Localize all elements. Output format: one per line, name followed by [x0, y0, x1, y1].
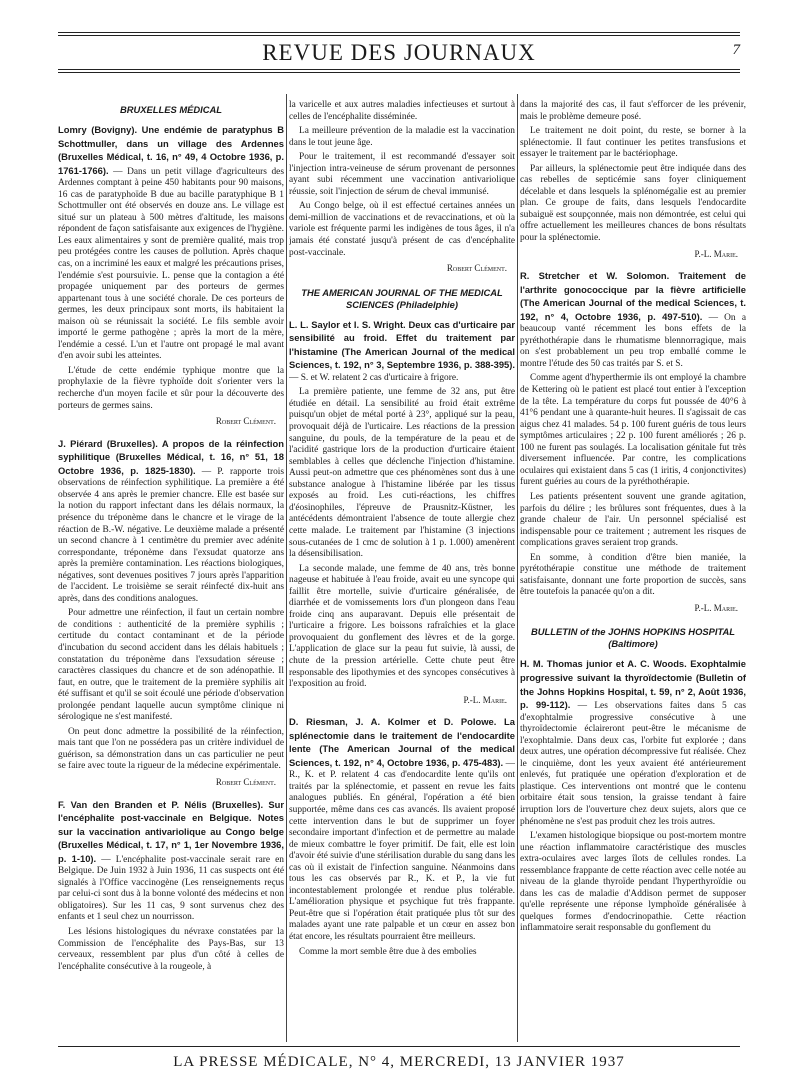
- article-citation: R. Stretcher et W. Solomon. Traitement de l'arthrite gonococcique par la fièvre artificielle (The American Journal of the medical Sciences, t. 192, n° 4, Octobre 1936, p. 497-510).: [520, 270, 746, 322]
- article-citation: H. M. Thomas junior et A. C. Woods. Exophtalmie progressive suivant la thyroïdectomie (Bulletin of the Johns Hopkins Hospital, t. 59, n° 2, Août 1936, p. 99-112).: [520, 658, 746, 711]
- article-citation: L. L. Saylor et I. S. Wright. Deux cas d'urticaire par sensibilité au froid. Effet du traitement par l'histamine (The American Journal of the medical Sciences, t. 192, n° 3, Septembre 1936, p. 388-395).: [289, 318, 515, 371]
- paragraph: Le traitement ne doit point, du reste, se borner à la splénectomie. Il faut continuer les petites transfusions et essayer le traitement par le bactériophage.: [520, 126, 746, 160]
- paragraph: Comme agent d'hyperthermie ils ont employé la chambre de Kettering où le patient est placé tout entier à l'exception de la tête. La température du corps fut poussée de 40°6 à 41°6 pendant une à quarante-huit heures. Il s'agissait de cas aigus chez 41 malades. 54 p. 100 furent guéris de tous leurs symptômes articulaires ; 22 p. 100 furent améliorés ; 26 p. 100 ne furent pas soulagés. La localisation génitale fut très diversement influencée. Par contre, les complications oculaires qui existaient dans 5 cas (1 iritis, 4 conjonctivites) furent guéries au cours de la pyréthothérapie.: [520, 373, 746, 488]
- article-citation: Lomry (Bovigny). Une endémie de paratyphus B Schottmuller, dans un village des Ardennes (Bruxelles Médical, t. 16, n° 49, 4 Octobre 1936, p. 1761-1766).: [58, 124, 284, 176]
- article-text: — On a beaucoup vanté récemment les bons effets de la pyréthothérapie dans le rhumatisme blennorragique, mais on s'est probablement un peu trop emballé comme le montre l'étude des 50 cas traités par S. et S.: [520, 312, 746, 369]
- article-text: — Dans un petit village d'agriculteurs des Ardennes comptant à peine 450 habitants pour 90 maisons, 16 cas de paratyphoïde B due au bacille paratyphique B 1 Schottmuller ont été observés en douze ans. Le village est situé sur un plateau à 500 mètres d'altitude, les maisons répondent de façon satisfaisante aux exigences de l'hygiène. Les eaux alimentaires y sont de première qualité, mais trop peu protégées contre les causes de pollution. Après chaque cas, on a incriminé les eaux et malgré les précautions prises, l'endémie s'est poursuivie. L. pense que la contagion a été propagée uniquement par des porteurs de germes appartenant tous à une société chorale. De ces porteurs de germes, les deux principaux sont morts, ils habitaient la maison où se réunissait la société. Le fils semble avoir importé le germe pathogène ; après la mort de la mère, l'endémie a cessé. L'un et l'autre ont propagé le mal avant d'en avoir subi les atteintes.: [58, 166, 284, 362]
- column-1: [58, 100, 284, 1042]
- article-heading: [58, 799, 284, 924]
- paragraph: L'étude de cette endémie typhique montre que la prophylaxie de la fièvre typhoïde doit s'orienter vers la recherche d'un moyen facile et sûr pour la découverte des porteurs de germes sains.: [58, 365, 284, 411]
- paragraph: La meilleure prévention de la maladie est la vaccination dans le tout jeune âge.: [289, 126, 515, 148]
- article-heading: [58, 124, 284, 363]
- article-heading: [520, 658, 746, 828]
- column-2: [289, 100, 515, 1042]
- top-rule-2: [58, 35, 740, 36]
- article-text: — Les observations faites dans 5 cas d'exophtalmie progressive consécutive à une thyroïdectomie éclaireront peut-être le mécanisme de l'exophtalmie. Dans deux cas, l'orbite fut explorée ; dans deux autres, une opération décompressive fut réalisée. Chez le cinquième, dont les yeux avaient été antérieurement enlevés, fut pratiquée une opération d'exploration et de plastique. Ces interventions ont montré que le contenu orbitaire était sous tension, la graisse tendant à faire irruption lors de l'ouverture chez deux sujets, alors que ce phénomène ne s'est pas produit chez les trois autres.: [520, 701, 746, 827]
- signature: P.-L. Marie.: [694, 602, 738, 613]
- signature: Robert Clément.: [215, 416, 276, 427]
- paragraph: Pour admettre une réinfection, il faut un certain nombre de conditions : authenticité de la première syphilis ; certitude du contact contaminant et de la période d'incubation du second accident dans les délais habituels ; constatation du tréponème dans l'exsudation séreuse ; caractères classiques du chancre et de son adénopathie. Il faut, en outre, que le traitement de la première syphilis ait été suffisant et qu'il se soit écoulé une période d'observation prolongée pendant laquelle aucun symptôme clinique ni sérologique ne s'est manifesté.: [58, 608, 284, 723]
- paragraph: La première patiente, une femme de 32 ans, put être étudiée en détail. La sensibilité au froid était extrême puisqu'un objet de métal porté à 23°, appliqué sur la peau, provoquait déjà de l'urticaire. Les réactions de la pression sanguine, du pouls, de la température de la peau et de l'acidité gastrique lors de la production d'urticaire étaient semblables à celles que déclenche l'injection d'histamine. Aussi peut-on admettre que ces phénomènes sont dus à une substance analogue à l'histamine libérée par les tissus exposés au froid. Les cuti-réactions, les chiffres d'éosinophiles, l'épreuve de Prausnitz-Küstner, les antécédents démontraient l'absence de toute allergie chez cette malade. Le traitement par l'histamine (3 injections sous-cutanées de 1 cmc de solution à 1 p. 1.000) amenèrent la désensibilisation.: [289, 387, 515, 560]
- paragraph: Comme la mort semble être due à des embolies: [299, 946, 477, 957]
- page-header: [58, 40, 740, 68]
- article-text: — P. rapporte trois observations de réinfection syphilitique. La première a été observée 4 ans après le premier chancre. Elle est basée sur la notion du rapport infectant dans les délais normaux, la présence du tréponème dans le chancre et le virage de la réaction de B.-W. négative. Le deuxième malade a présenté un second chancre à 1 centimètre du premier avec adénite correspondante, tréponème dans l'exsudat quatorze ans après la première contamination. Les réactions biologiques, négatives, sont devenues positives 7 jours après l'apparition de l'accident. Le troisième se serait réinfecté dix-huit ans après, dans des conditions analogues.: [58, 466, 284, 604]
- section-heading: BRUXELLES MÉDICAL: [119, 104, 223, 115]
- paragraph: Par ailleurs, la splénectomie peut être indiquée dans des cas rebelles de septicémie sans foyer cliniquement décelable et dans lesquels la splénomégalie est au premier plan. Ce groupe de faits, dans lesquels l'endocardite subaiguë est soupçonnée, mais non démontrée, est celui qui offre actuellement les meilleures chances de bons résultats pour la splénectomie.: [520, 163, 746, 244]
- article-heading: [58, 438, 284, 606]
- paragraph: la varicelle et aux autres maladies infectieuses et surtout à celles de l'encéphalite disséminée.: [289, 100, 515, 122]
- paragraph: On peut donc admettre la possibilité de la réinfection, mais tant que l'on ne possédera pas un critère individuel de guérison, sa démonstration dans un cas particulier ne peut se faire avec toute la rigueur de la médecine expérimentale.: [58, 726, 284, 772]
- section-heading: BULLETIN of the JOHNS HOPKINS HOSPITAL (Baltimore): [531, 626, 735, 650]
- column-3: [520, 100, 746, 1042]
- article-text: — R., K. et P. relatent 4 cas d'endocardite lente qu'ils ont traités par la splénectomie, et passent en revue les faits analogues publiés. En général, l'opération a été bien supportée, même dans ces cas avancés. Ils avaient proposé cette intervention dans le but de supprimer un foyer secondaire important d'infection et de permettre au malade de mieux combattre le foyer primitif. De fait, elle est loin d'avoir été suivie d'une stérilisation durable du sang dans les cas où il existait de l'infection sanguine. Néanmoins dans tous les cas observés par R., K. et P., la vie fut incontestablement prolongée et rendue plus tolérable. L'amélioration physique et psychique fut très frappante. Peut-être que si l'opération était pratiquée plus tôt sur des malades ayant une rate palpable et un cœur en assez bon état encore, les résultats pourraient être meilleurs.: [289, 758, 515, 942]
- footer-rule: [58, 1046, 740, 1047]
- column-divider: [517, 94, 518, 1042]
- header-rule: [58, 69, 740, 70]
- page-number: 7: [732, 42, 740, 58]
- article-heading: [289, 319, 515, 385]
- column-divider: [286, 94, 287, 1042]
- article-citation: J. Piérard (Bruxelles). A propos de la réinfection syphilitique (Bruxelles Médical, t. 16, n° 51, 18 Octobre 1936, p. 1825-1830).: [58, 437, 284, 476]
- signature: Robert Clément.: [215, 776, 276, 787]
- article-text: — L'encéphalite post-vaccinale serait rare en Belgique. De Juin 1932 à Juin 1936, 11 cas suspects ont été signalés à l'Office vaccinogène (Les renseignements reçus par celui-ci sont dus à la bonne volonté des médecins et non obligatoires). Sur les 11 cas, 9 sont survenus chez des enfants et 1 seul chez un nourrisson.: [58, 854, 284, 923]
- header-rule-2: [58, 72, 740, 73]
- running-head: REVUE DES JOURNAUX: [262, 40, 536, 65]
- article-text: — S. et W. relatent 2 cas d'urticaire à frigore.: [289, 372, 459, 383]
- signature: P.-L. Marie.: [694, 248, 738, 259]
- article-citation: F. Van den Branden et P. Nélis (Bruxelles). Sur l'encéphalite post-vaccinale en Belgique. Notes sur la vaccination antivariolique au Congo belge (Bruxelles Médical, t. 17, n° 1, 1er Novembre 1936, p. 1-10).: [58, 798, 284, 864]
- section-heading: THE AMERICAN JOURNAL OF THE MEDICAL SCIENCES (Philadelphie): [301, 286, 503, 310]
- paragraph: Les lésions histologiques du névraxe constatées par la Commission de l'encéphalite des Pays-Bas, sur 13 cerveaux, ressemblent par plus d'un côté à celles de l'encéphalite consécutive à la rougeole, à: [58, 927, 284, 972]
- article-citation: D. Riesman, J. A. Kolmer et D. Polowe. La splénectomie dans le traitement de l'endocardite lente (The American Journal of the medical Sciences, t. 192, n° 4, Octobre 1936, p. 475-483).: [289, 716, 515, 768]
- signature: P.-L. Marie.: [463, 694, 507, 705]
- paragraph: En somme, à condition d'être bien maniée, la pyrétothérapie constitue une méthode de traitement satisfaisante, donnant une forte proportion de succès, sans être toutefois la panacée qu'on a dit.: [520, 552, 746, 598]
- top-rule: [58, 32, 740, 33]
- paragraph: Pour le traitement, il est recommandé d'essayer soit l'injection intra-veineuse de sérum provenant de personnes ayant subi récemment une vaccination antivariolique réussie, soit l'injection de sérum de cheval immunisé.: [289, 152, 515, 197]
- paragraph: Les patients présentent souvent une grande agitation, parfois du délire ; les brûlures sont fréquentes, dues à la grande chaleur de l'air. Un personnel spécialisé est indispensable pour ce traitement ; autrement les risques de complications graves seraient trop grands.: [520, 491, 746, 549]
- paragraph: L'examen histologique biopsique ou post-mortem montre une réaction inflammatoire caractéristique des muscles extra-oculaires avec larges îlots de cellules rondes. La ressemblance frappante de cette réaction avec celle notée au niveau de la glande thyroïde pendant l'hyperthyroïdie ou dans les cas de maladie d'Addison permet de supposer qu'elle représente une réponse lymphoïde généralisée à quelques formes d'endocrinopathie. Cette réaction inflammatoire serait responsable du gonflement du: [520, 831, 746, 934]
- paragraph: dans la majorité des cas, il faut s'efforcer de les prévenir, mais le problème demeure posé.: [520, 100, 746, 122]
- paragraph: La seconde malade, une femme de 40 ans, très bonne nageuse et habituée à l'eau froide, avait eu une syncope qui faillit être mortelle, suivie d'urticaire généralisée, de diarrhée et de vomissements lors d'un plongeon dans l'eau froide cinq ans auparavant. Depuis elle présentait de l'urticaire a frigore. Les boissons rafraîchies et la glace provoquaient du gonflement des lèvres et de la gorge. L'application de glace sur la peau fut suivie, là aussi, de chute de la pression artérielle. Cette chute peut être responsable des lipothymies et des syncopes consécutives à l'exposition au froid.: [289, 563, 515, 690]
- article-heading: [289, 716, 515, 943]
- article-heading: [520, 270, 746, 370]
- page-footer: LA PRESSE MÉDICALE, N° 4, MERCREDI, 13 JANVIER 1937: [173, 1054, 625, 1070]
- signature: Robert Clément.: [446, 263, 507, 274]
- paragraph: Au Congo belge, où il est effectué certaines années un demi-million de vaccinations et de revaccinations, et où la variole est fréquente parmi les indigènes de tous âges, il n'a jamais été constaté jusqu'à présent de cas d'encéphalite post-vaccinale.: [289, 201, 515, 258]
